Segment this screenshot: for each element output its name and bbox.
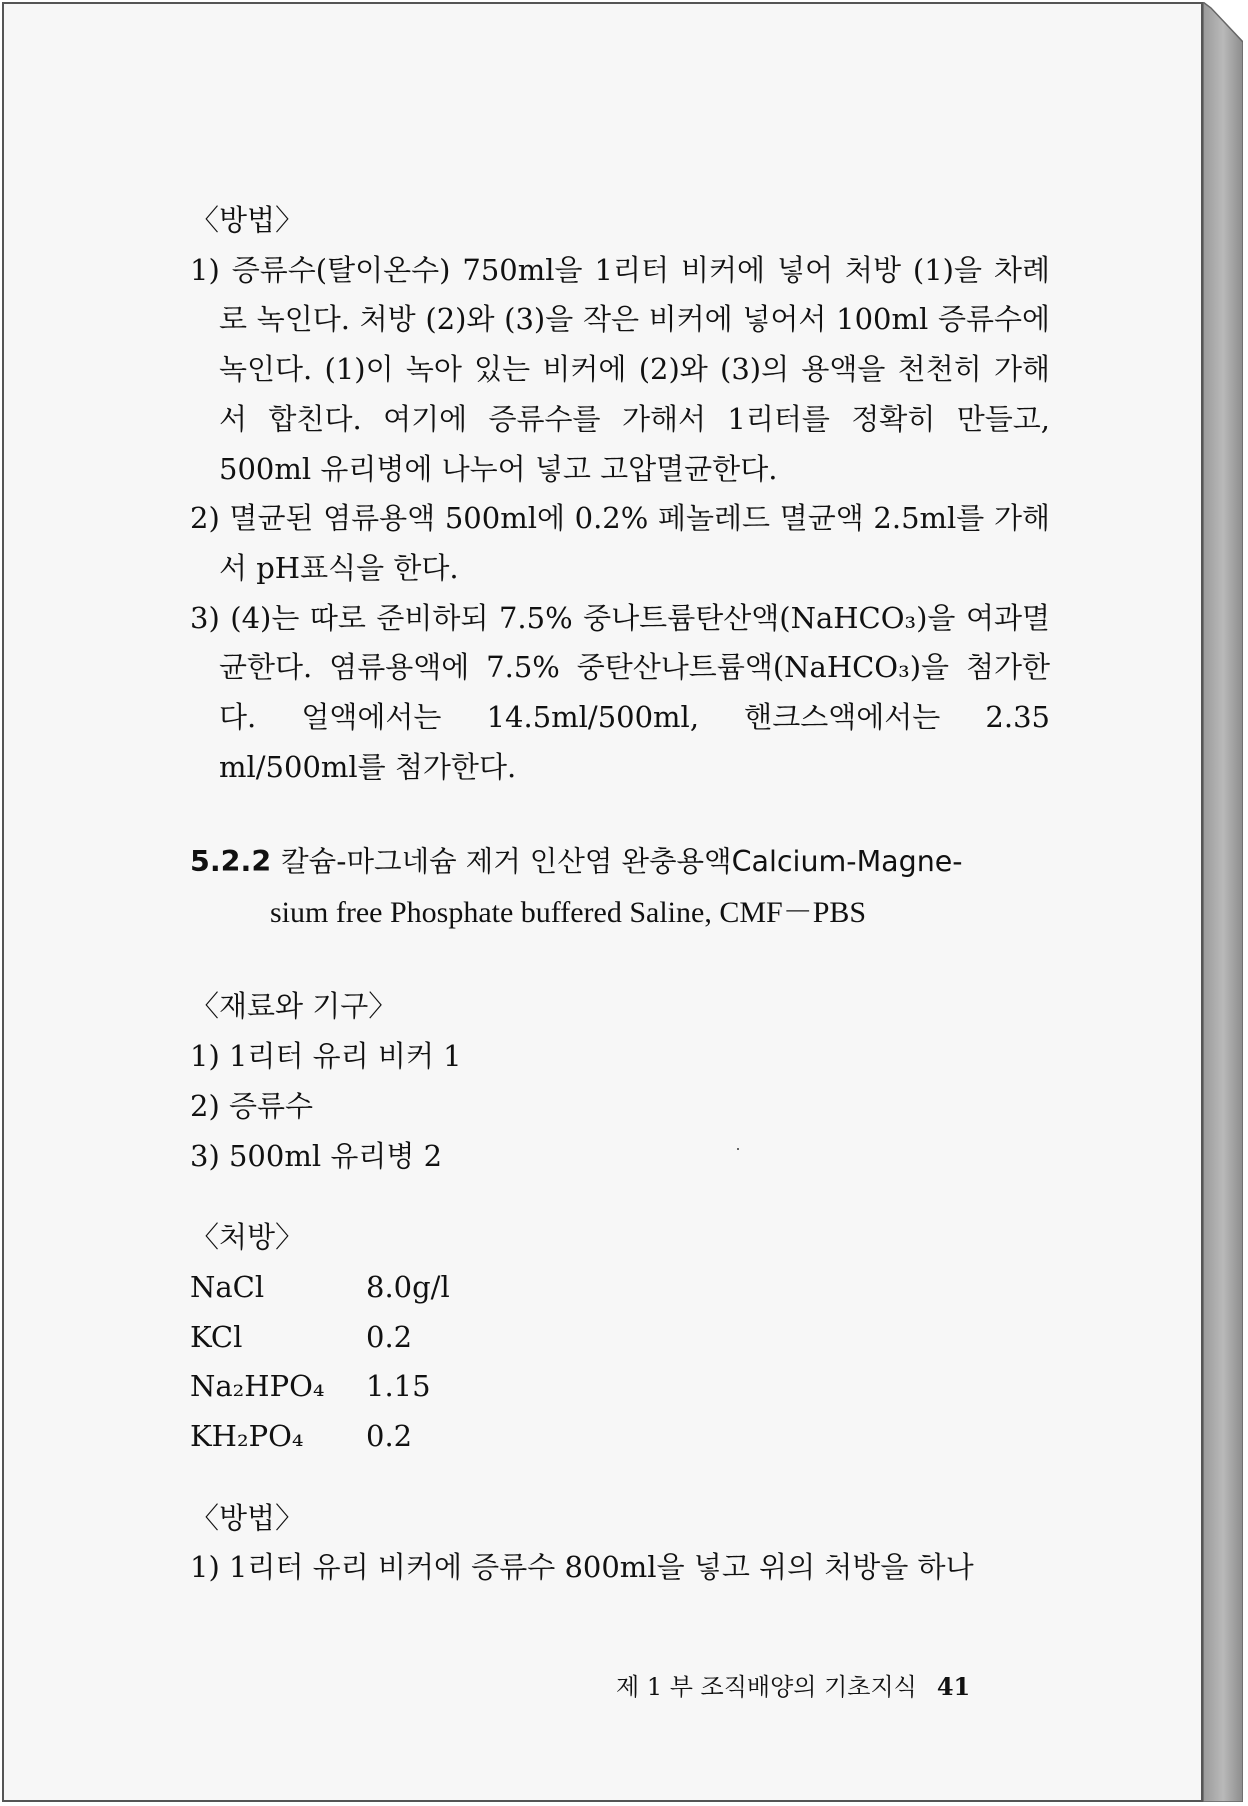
method-step-2: 2) 멸균된 염류용액 500ml에 0.2% 페놀레드 멸균액 2.5ml를 가해서 pH표식을 한다. bbox=[190, 501, 1050, 585]
prescription-row bbox=[190, 1362, 1050, 1412]
prescription-row bbox=[190, 1412, 1050, 1462]
section-title-line2: sium free Phosphate buffered Saline, CMF－PBS bbox=[270, 896, 867, 930]
prescription-amount: 0.2 bbox=[366, 1319, 413, 1354]
prescription-name: KCl bbox=[190, 1319, 243, 1354]
book-page bbox=[2, 2, 1203, 1802]
method-heading: 〈방법〉 bbox=[190, 203, 305, 237]
page-stack-edge bbox=[1203, 2, 1243, 1802]
prescription-amount: 8.0g/l bbox=[366, 1269, 450, 1304]
section-title bbox=[190, 836, 1050, 888]
method-step-3: 3) (4)는 따로 준비하되 7.5% 중나트륨탄산액(NaHCO₃)을 여과멸균한다. 염류용액에 7.5% 중탄산나트륨액(NaHCO₃)을 첨가한다. 얼액에서는 14.5ml/500ml, 핸크스액에서는 2.35 ml/500ml를 첨가한다. bbox=[190, 600, 1050, 784]
section-number: 5.2.2 bbox=[190, 845, 272, 879]
prescription-heading: 〈처방〉 bbox=[190, 1220, 305, 1255]
method2-step-1: 1) 1리터 유리 비커에 증류수 800ml을 넣고 위의 처방을 하나 bbox=[190, 1550, 974, 1585]
page-number: 41 bbox=[936, 1672, 971, 1701]
prescription-amount: 1.15 bbox=[366, 1369, 431, 1404]
prescription-amount: 0.2 bbox=[366, 1419, 413, 1454]
materials-item-1: 1) 1리터 유리 비커 1 bbox=[190, 1039, 462, 1074]
method2-heading: 〈방법〉 bbox=[190, 1500, 305, 1535]
section-title-line1: 칼슘-마그네슘 제거 인산염 완충용액Calcium-Magne- bbox=[281, 845, 963, 879]
prescription-name: Na₂HPO₄ bbox=[190, 1369, 325, 1404]
footer-part-title: 제 1 부 조직배양의 기초지식 bbox=[616, 1673, 917, 1701]
materials-heading: 〈재료와 기구〉 bbox=[190, 989, 398, 1024]
page-content bbox=[190, 196, 1050, 1593]
materials-item-2: 2) 증류수 bbox=[190, 1088, 314, 1123]
materials-item-3: 3) 500ml 유리병 2 bbox=[190, 1138, 443, 1173]
page-footer bbox=[616, 1667, 970, 1702]
prescription-name: NaCl bbox=[190, 1269, 265, 1304]
prescription-name: KH₂PO₄ bbox=[190, 1419, 304, 1454]
print-speck bbox=[737, 1148, 739, 1150]
prescription-row bbox=[190, 1263, 1050, 1313]
method-step-1: 1) 증류수(탈이온수) 750ml을 1리터 비커에 넣어 처방 (1)을 차례로 녹인다. 처방 (2)와 (3)을 작은 비커에 넣어서 100ml 증류수에 녹인다. (1)이 녹아 있는 비커에 (2)와 (3)의 용액을 천천히 가해서 합친다. 여기에 증류수를 가해서 1리터를 정확히 만들고, 500ml 유리병에 나누어 넣고 고압멸균한다. bbox=[190, 252, 1050, 486]
prescription-row bbox=[190, 1313, 1050, 1363]
